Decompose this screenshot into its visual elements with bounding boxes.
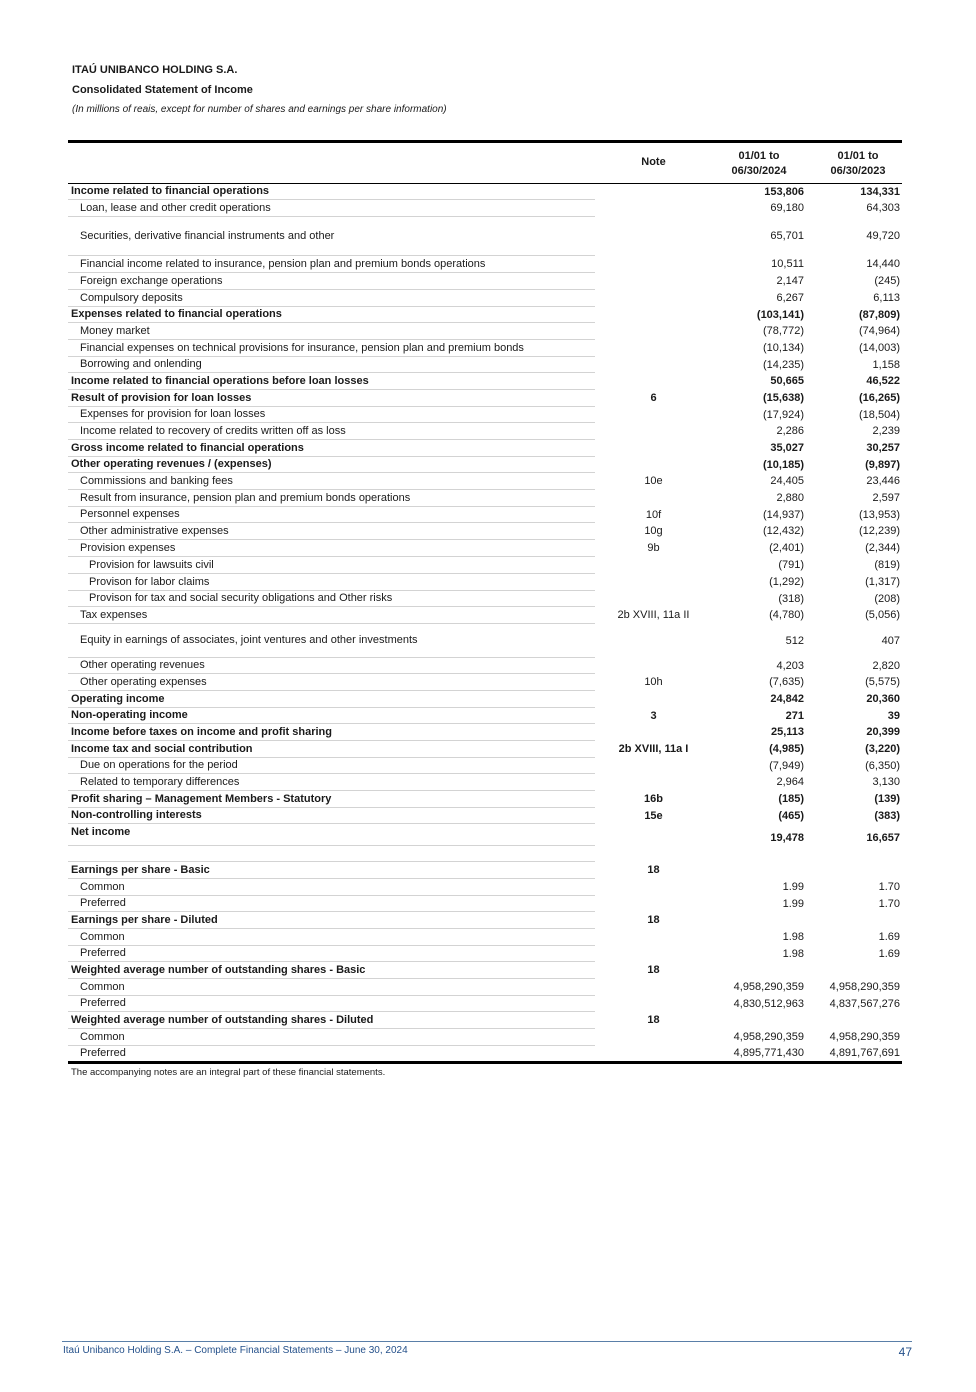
row-note bbox=[601, 457, 706, 473]
row-label: Related to temporary differences bbox=[68, 774, 595, 791]
value-2023: 1.69 bbox=[878, 947, 900, 960]
table-row bbox=[68, 879, 902, 896]
table-row bbox=[68, 824, 902, 846]
value-2024: 19,478 bbox=[770, 832, 804, 844]
row-note bbox=[601, 200, 706, 217]
value-2024: 271 bbox=[785, 709, 804, 722]
row-note bbox=[601, 557, 706, 574]
value-2023: 134,331 bbox=[860, 185, 900, 198]
row-label: Income related to financial operations before loan losses bbox=[68, 373, 595, 390]
row-note: 2b XVIII, 11a II bbox=[617, 609, 690, 621]
value-2023: 46,522 bbox=[866, 375, 900, 387]
value-2024: 10,511 bbox=[771, 258, 804, 270]
value-2024: 2,880 bbox=[776, 492, 804, 504]
row-note bbox=[601, 217, 706, 256]
row-note bbox=[601, 879, 706, 896]
value-2023: (18,504) bbox=[859, 408, 900, 421]
value-2023 bbox=[814, 862, 900, 879]
row-label: Common bbox=[68, 1029, 595, 1046]
value-2024: 50,665 bbox=[770, 375, 804, 387]
table-row bbox=[68, 708, 902, 724]
value-2023: 1,158 bbox=[872, 358, 900, 371]
table-header bbox=[68, 143, 902, 184]
row-note: 10g bbox=[644, 525, 663, 537]
row-note bbox=[601, 846, 706, 862]
table-row bbox=[68, 457, 902, 473]
row-note bbox=[601, 979, 706, 996]
row-note: 3 bbox=[650, 709, 657, 722]
table-row bbox=[68, 624, 902, 658]
table-row bbox=[68, 557, 902, 574]
row-note bbox=[601, 724, 706, 741]
row-note bbox=[601, 691, 706, 708]
value-2024: 6,267 bbox=[776, 292, 804, 304]
statement-title: Consolidated Statement of Income bbox=[72, 84, 253, 96]
row-note bbox=[601, 340, 706, 357]
value-2023: 64,303 bbox=[866, 202, 900, 214]
value-2023: (13,953) bbox=[859, 508, 900, 521]
value-2024 bbox=[714, 1012, 804, 1029]
table-row bbox=[68, 540, 902, 557]
value-2023: 39 bbox=[887, 709, 900, 722]
row-label: Financial expenses on technical provisions for insurance, pension plan and premium bonds bbox=[68, 340, 595, 357]
row-note: 6 bbox=[650, 392, 657, 404]
value-2023: (16,265) bbox=[859, 392, 900, 404]
row-label: Due on operations for the period bbox=[68, 758, 595, 774]
table-row bbox=[68, 217, 902, 256]
row-label: Borrowing and onlending bbox=[68, 357, 595, 373]
row-label: Result from insurance, pension plan and premium bonds operations bbox=[68, 490, 595, 507]
value-2024: 4,203 bbox=[776, 659, 804, 672]
value-2023: 1.70 bbox=[878, 897, 900, 910]
table-row bbox=[68, 200, 902, 217]
row-label: Operating income bbox=[68, 691, 595, 708]
value-2023: 3,130 bbox=[872, 776, 900, 788]
row-label bbox=[68, 846, 595, 862]
table-row bbox=[68, 1012, 902, 1029]
row-label: Compulsory deposits bbox=[68, 290, 595, 307]
row-note: 10h bbox=[644, 676, 663, 688]
row-note bbox=[601, 996, 706, 1012]
value-2024: 65,701 bbox=[770, 230, 804, 242]
row-label: Preferred bbox=[68, 946, 595, 962]
period-2023-line1: 01/01 to bbox=[837, 150, 879, 162]
row-label: Personnel expenses bbox=[68, 507, 595, 523]
value-2023: (14,003) bbox=[859, 342, 900, 354]
value-2023: (208) bbox=[874, 592, 900, 605]
table-row bbox=[68, 184, 902, 200]
row-note bbox=[601, 1046, 706, 1061]
value-2024: 153,806 bbox=[764, 185, 804, 198]
row-note bbox=[601, 273, 706, 290]
table-row bbox=[68, 1046, 902, 1061]
value-2024: (4,985) bbox=[769, 743, 804, 755]
value-2024: 24,405 bbox=[770, 475, 804, 487]
row-note bbox=[601, 929, 706, 946]
row-note: 10f bbox=[645, 508, 662, 521]
row-label: Provison for labor claims bbox=[68, 574, 595, 591]
table-row bbox=[68, 791, 902, 808]
value-2023: 407 bbox=[881, 634, 900, 647]
row-label: Provision expenses bbox=[68, 540, 595, 557]
row-label: Other operating expenses bbox=[68, 674, 595, 691]
value-2024: 69,180 bbox=[770, 202, 804, 214]
table-row bbox=[68, 423, 902, 440]
value-2023: (3,220) bbox=[865, 743, 900, 755]
value-2023: (1,317) bbox=[865, 576, 900, 588]
value-2023: 2,820 bbox=[872, 659, 900, 672]
row-label: Foreign exchange operations bbox=[68, 273, 595, 290]
value-2024: 4,958,290,359 bbox=[733, 981, 804, 993]
value-2023: 2,239 bbox=[872, 425, 900, 437]
row-note bbox=[601, 824, 706, 846]
value-2024: 4,830,512,963 bbox=[733, 997, 804, 1010]
footer-text: Itaú Unibanco Holding S.A. – Complete Financial Statements – June 30, 2024 bbox=[63, 1345, 408, 1356]
row-note bbox=[601, 307, 706, 323]
row-label: Profit sharing – Management Members - Statutory bbox=[68, 791, 595, 808]
row-label: Income related to recovery of credits written off as loss bbox=[68, 423, 595, 440]
row-note: 18 bbox=[647, 1014, 660, 1026]
table-row bbox=[68, 607, 902, 624]
row-label: Commissions and banking fees bbox=[68, 473, 595, 490]
value-2024: (17,924) bbox=[763, 408, 804, 421]
row-label: Non-controlling interests bbox=[68, 808, 595, 824]
value-2024: (12,432) bbox=[763, 525, 804, 537]
row-note bbox=[601, 423, 706, 440]
row-label: Securities, derivative financial instruments and other bbox=[68, 217, 595, 256]
value-2024: 24,842 bbox=[770, 693, 804, 705]
row-note bbox=[601, 184, 706, 200]
value-2023 bbox=[814, 846, 900, 862]
value-2024: 4,895,771,430 bbox=[733, 1047, 804, 1059]
table-row bbox=[68, 591, 902, 607]
table-row bbox=[68, 658, 902, 674]
value-2023 bbox=[814, 1012, 900, 1029]
table-row bbox=[68, 340, 902, 357]
value-2024: 1.99 bbox=[782, 897, 804, 910]
table-row bbox=[68, 1029, 902, 1046]
row-note bbox=[601, 323, 706, 340]
value-2023: 6,113 bbox=[873, 292, 900, 304]
value-2024: (185) bbox=[778, 793, 804, 805]
row-label: Tax expenses bbox=[68, 607, 595, 624]
note-column-header: Note bbox=[641, 156, 666, 168]
table-row bbox=[68, 674, 902, 691]
row-note bbox=[601, 591, 706, 607]
row-note bbox=[601, 574, 706, 591]
table-row bbox=[68, 574, 902, 591]
value-2024: 1.98 bbox=[782, 931, 804, 943]
table-row bbox=[68, 962, 902, 979]
footer-divider bbox=[62, 1341, 912, 1342]
row-label: Income related to financial operations bbox=[68, 184, 595, 200]
row-note: 9b bbox=[647, 542, 660, 554]
table-row bbox=[68, 724, 902, 741]
table-bottom-rule bbox=[68, 1061, 902, 1064]
value-2023: 20,360 bbox=[866, 693, 900, 705]
value-2023: 30,257 bbox=[866, 442, 900, 454]
value-2023: 49,720 bbox=[866, 230, 900, 242]
row-label: Common bbox=[68, 929, 595, 946]
table-row bbox=[68, 691, 902, 708]
row-note bbox=[601, 256, 706, 273]
value-2023: (2,344) bbox=[865, 542, 900, 554]
table-row bbox=[68, 846, 902, 862]
value-2024: 512 bbox=[785, 634, 804, 647]
value-2023: (74,964) bbox=[859, 325, 900, 337]
table-row bbox=[68, 996, 902, 1012]
table-row bbox=[68, 774, 902, 791]
row-label: Non-operating income bbox=[68, 708, 595, 724]
value-2023: 4,958,290,359 bbox=[829, 1031, 900, 1043]
page-number: 47 bbox=[898, 1345, 912, 1359]
value-2024: (1,292) bbox=[769, 576, 804, 588]
value-2024: 1.99 bbox=[782, 881, 804, 893]
row-note bbox=[601, 658, 706, 674]
row-label: Common bbox=[68, 979, 595, 996]
row-label: Other administrative expenses bbox=[68, 523, 595, 540]
row-label: Equity in earnings of associates, joint ventures and other investments bbox=[68, 624, 595, 658]
period-2023-line2: 06/30/2023 bbox=[830, 165, 886, 177]
row-label: Income tax and social contribution bbox=[68, 741, 595, 758]
period-2024-header bbox=[714, 149, 804, 179]
value-2024: 2,964 bbox=[776, 776, 804, 788]
row-label: Provision for lawsuits civil bbox=[68, 557, 595, 574]
table-row bbox=[68, 256, 902, 273]
table-row bbox=[68, 390, 902, 407]
table-row bbox=[68, 323, 902, 340]
row-note bbox=[601, 490, 706, 507]
value-2024: (7,949) bbox=[769, 759, 804, 772]
period-2024-line1: 01/01 to bbox=[738, 150, 780, 162]
table-row bbox=[68, 373, 902, 390]
value-2024: (791) bbox=[778, 559, 804, 571]
table-row bbox=[68, 929, 902, 946]
value-2023: 1.70 bbox=[878, 881, 900, 893]
row-note: 18 bbox=[647, 864, 660, 876]
row-note bbox=[601, 407, 706, 423]
row-label: Common bbox=[68, 879, 595, 896]
value-2023: (819) bbox=[874, 559, 900, 571]
row-note bbox=[601, 758, 706, 774]
value-2023: (383) bbox=[874, 809, 900, 822]
table-row bbox=[68, 490, 902, 507]
row-label: Gross income related to financial operations bbox=[68, 440, 595, 457]
value-2023: 14,440 bbox=[866, 258, 900, 270]
value-2024: (14,937) bbox=[763, 508, 804, 521]
row-note: 16b bbox=[644, 793, 663, 805]
row-note bbox=[601, 373, 706, 390]
row-note bbox=[601, 440, 706, 457]
value-2024: 35,027 bbox=[770, 442, 804, 454]
value-2023: (245) bbox=[874, 275, 900, 287]
row-label: Weighted average number of outstanding shares - Diluted bbox=[68, 1012, 595, 1029]
row-label: Money market bbox=[68, 323, 595, 340]
row-label: Financial income related to insurance, pension plan and premium bonds operations bbox=[68, 256, 595, 273]
row-label: Income before taxes on income and profit sharing bbox=[68, 724, 595, 741]
value-2024: (103,141) bbox=[756, 308, 804, 321]
value-2024 bbox=[714, 846, 804, 862]
table-row bbox=[68, 862, 902, 879]
value-2024: (14,235) bbox=[763, 358, 804, 371]
value-2023: 4,837,567,276 bbox=[829, 997, 900, 1010]
period-2023-header bbox=[814, 149, 902, 179]
row-label: Earnings per share - Diluted bbox=[68, 912, 595, 929]
row-note bbox=[601, 624, 706, 658]
row-label: Preferred bbox=[68, 996, 595, 1012]
value-2024: (7,635) bbox=[769, 676, 804, 688]
value-2024 bbox=[714, 862, 804, 879]
table-row bbox=[68, 357, 902, 373]
row-note bbox=[601, 290, 706, 307]
value-2023: 4,958,290,359 bbox=[829, 981, 900, 993]
value-2024: (318) bbox=[778, 592, 804, 605]
row-note: 10e bbox=[644, 475, 663, 487]
value-2023: 1.69 bbox=[878, 931, 900, 943]
row-note: 2b XVIII, 11a I bbox=[618, 743, 689, 755]
value-2023: 4,891,767,691 bbox=[829, 1047, 900, 1059]
row-label: Loan, lease and other credit operations bbox=[68, 200, 595, 217]
footnote: The accompanying notes are an integral part of these financial statements. bbox=[71, 1067, 386, 1078]
income-statement-table bbox=[68, 140, 902, 1078]
table-row bbox=[68, 307, 902, 323]
value-2024: (78,772) bbox=[763, 325, 804, 337]
row-label: Weighted average number of outstanding shares - Basic bbox=[68, 962, 595, 979]
value-2024: 1.98 bbox=[782, 947, 804, 960]
company-name: ITAÚ UNIBANCO HOLDING S.A. bbox=[72, 64, 238, 76]
value-2023: 16,657 bbox=[866, 832, 900, 844]
value-2023: (9,897) bbox=[865, 458, 900, 471]
units-note: (In millions of reais, except for number of shares and earnings per share information) bbox=[72, 104, 447, 115]
row-label: Provison for tax and social security obligations and Other risks bbox=[68, 591, 595, 607]
table-row bbox=[68, 407, 902, 423]
table-row bbox=[68, 808, 902, 824]
period-2024-line2: 06/30/2024 bbox=[731, 165, 787, 177]
value-2024: 4,958,290,359 bbox=[733, 1031, 804, 1043]
value-2024: 2,286 bbox=[776, 425, 804, 437]
value-2024: (15,638) bbox=[763, 392, 804, 404]
row-note bbox=[601, 357, 706, 373]
value-2024: 25,113 bbox=[770, 726, 804, 738]
row-label: Expenses related to financial operations bbox=[68, 307, 595, 323]
row-label: Other operating revenues / (expenses) bbox=[68, 457, 595, 473]
row-label: Preferred bbox=[68, 896, 595, 912]
row-label: Net income bbox=[68, 824, 595, 846]
table-row bbox=[68, 273, 902, 290]
value-2024: (465) bbox=[778, 809, 804, 822]
row-note bbox=[601, 946, 706, 962]
table-row bbox=[68, 758, 902, 774]
row-note bbox=[601, 1029, 706, 1046]
value-2024 bbox=[714, 912, 804, 929]
row-note bbox=[601, 896, 706, 912]
row-note bbox=[601, 774, 706, 791]
value-2023: 20,399 bbox=[866, 726, 900, 738]
row-label: Expenses for provision for loan losses bbox=[68, 407, 595, 423]
row-label: Other operating revenues bbox=[68, 658, 595, 674]
table-row bbox=[68, 741, 902, 758]
row-label: Earnings per share - Basic bbox=[68, 862, 595, 879]
value-2023: (6,350) bbox=[865, 759, 900, 772]
row-note: 18 bbox=[647, 964, 660, 976]
table-row bbox=[68, 473, 902, 490]
row-label: Result of provision for loan losses bbox=[68, 390, 595, 407]
value-2023: (5,575) bbox=[865, 676, 900, 688]
row-label: Preferred bbox=[80, 1047, 126, 1059]
value-2024: (10,185) bbox=[763, 458, 804, 471]
row-note: 15e bbox=[644, 809, 663, 822]
value-2023 bbox=[814, 962, 900, 979]
value-2023: (5,056) bbox=[865, 609, 900, 621]
table-row bbox=[68, 979, 902, 996]
value-2024: 2,147 bbox=[776, 275, 804, 287]
value-2024: (2,401) bbox=[769, 542, 804, 554]
value-2023: (87,809) bbox=[859, 308, 900, 321]
value-2023 bbox=[814, 912, 900, 929]
table-row bbox=[68, 896, 902, 912]
table-row bbox=[68, 912, 902, 929]
table-row bbox=[68, 507, 902, 523]
value-2023: (12,239) bbox=[859, 525, 900, 537]
value-2023: 2,597 bbox=[872, 492, 900, 504]
value-2023: (139) bbox=[874, 793, 900, 805]
table-row bbox=[68, 946, 902, 962]
table-row bbox=[68, 290, 902, 307]
value-2024 bbox=[714, 962, 804, 979]
table-row bbox=[68, 440, 902, 457]
row-note: 18 bbox=[647, 914, 660, 926]
value-2024: (4,780) bbox=[769, 609, 804, 621]
table-row bbox=[68, 523, 902, 540]
value-2023: 23,446 bbox=[866, 475, 900, 487]
value-2024: (10,134) bbox=[763, 342, 804, 354]
